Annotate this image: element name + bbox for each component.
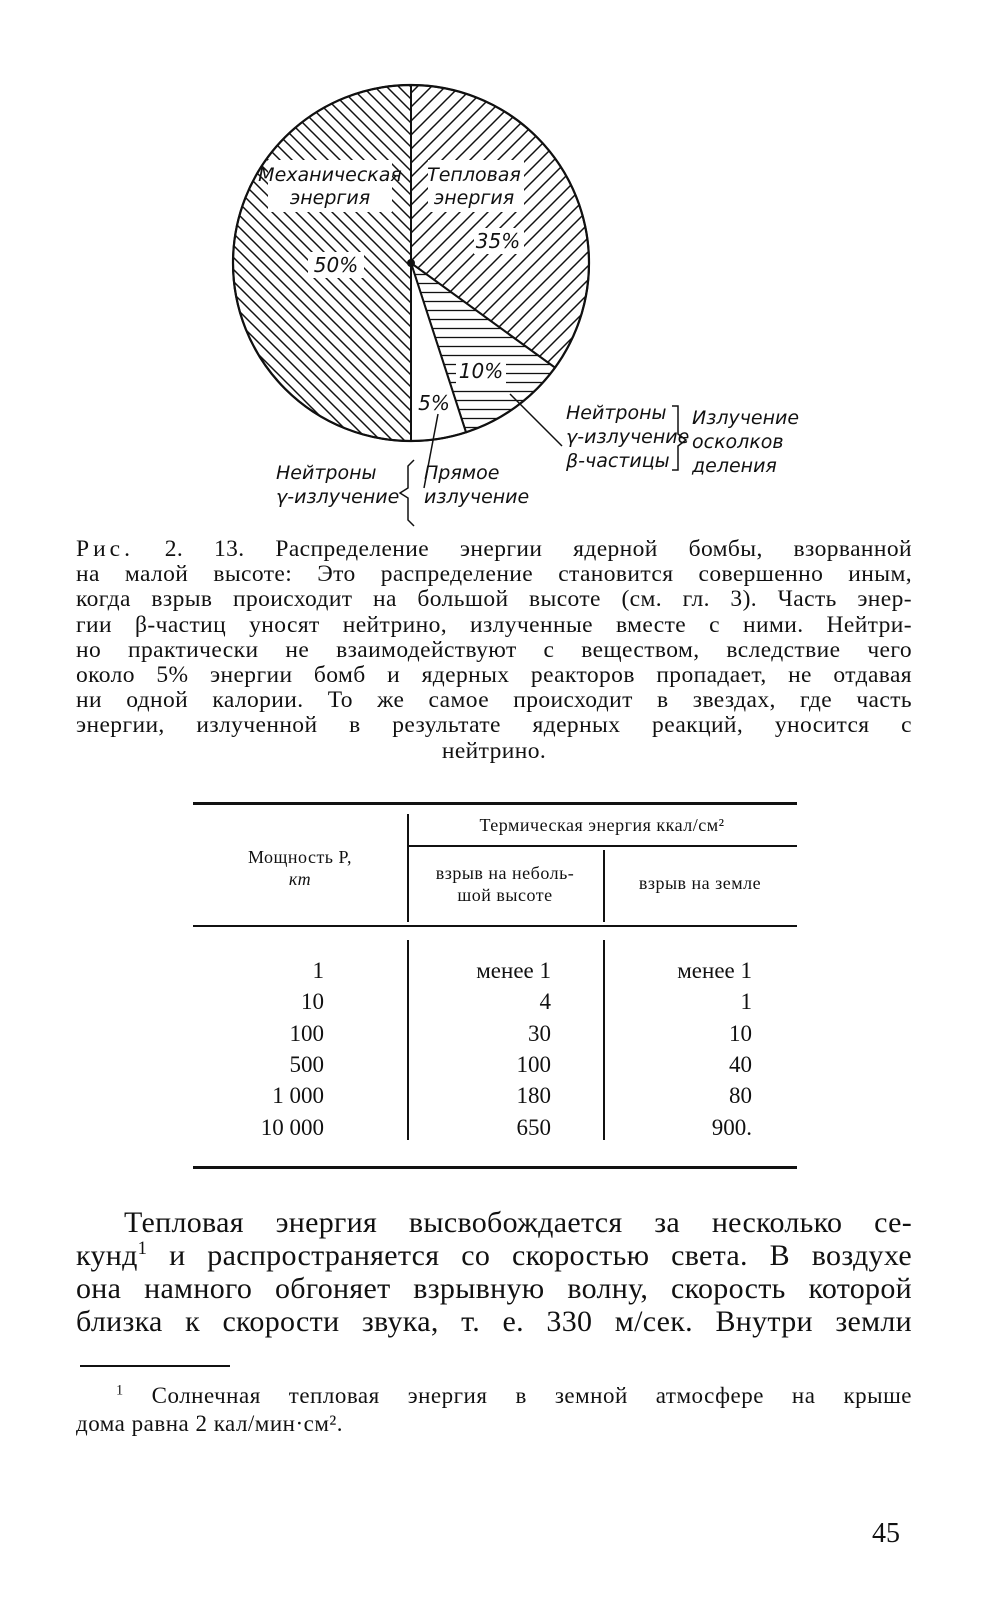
- table-cell-ground: 1: [740, 989, 752, 1015]
- caption-line: ни одной калории. То же самое происходит в звездах, где часть: [76, 687, 912, 714]
- body-line-text: и распространяется со скоростью света. В воздухе: [169, 1239, 912, 1272]
- caption-line: около 5% энергии бомб и ядерных реакторов пропадает, не отдавая: [76, 662, 912, 689]
- table-cell-power: 10: [301, 989, 324, 1015]
- table-cell-power: 1: [312, 958, 324, 983]
- body-line-text: кунд: [76, 1239, 138, 1272]
- table-divider: [407, 940, 409, 1140]
- table-cell-ground: 40: [729, 1051, 752, 1077]
- body-line: Тепловая энергия высвобождается за несколько се-: [124, 1206, 912, 1239]
- body-paragraph: [76, 1206, 912, 1338]
- table-cell-low-altitude: менее 1: [476, 958, 551, 983]
- caption-line: на малой высоте: Это распределение становится совершенно иным,: [76, 561, 912, 588]
- table-cell-low-altitude: 4: [539, 989, 551, 1015]
- table-cell-ground: менее 1: [677, 958, 752, 983]
- header-power-unit: кт: [288, 869, 312, 889]
- direct-group-label: Прямое: [424, 462, 500, 484]
- table-cell-ground: 10: [729, 1020, 752, 1046]
- table-group-rule: [407, 845, 797, 847]
- footnote-separator: [80, 1365, 230, 1367]
- footnote: [76, 1382, 912, 1438]
- header-power-label: Мощность P,: [247, 847, 353, 867]
- pie-center-dot: [407, 259, 415, 267]
- caption-line: но практически не взаимодействуют с веществом, вследствие чего: [76, 636, 912, 663]
- caption-line: когда взрыв происходит на большой высоте (см. гл. 3). Часть энер-: [76, 586, 912, 613]
- slice-label-mechanical: энергия: [289, 187, 371, 209]
- caption-line: гии β-частиц уносят нейтрино, излученные вместе с ними. Нейтри-: [76, 611, 912, 638]
- body-line: [76, 1239, 912, 1272]
- table-cell-low-altitude: 100: [516, 1051, 551, 1077]
- table-cell-low-altitude: 30: [528, 1020, 551, 1046]
- direct-group-label: излучение: [424, 486, 530, 508]
- fission-item: γ-излучение: [566, 426, 690, 448]
- slice-label-mechanical: Механическая: [258, 164, 402, 186]
- table-cell-low-altitude: 650: [516, 1114, 551, 1140]
- caption-fig-label: Рис.: [76, 536, 134, 562]
- caption-line-text: 2. 13. Распределение энергии ядерной бомбы, взорванной: [164, 536, 912, 562]
- caption-line: [76, 537, 912, 562]
- direct-item: γ-излучение: [276, 486, 400, 508]
- footnote-line: дома равна 2 кал/мин·см².: [76, 1411, 344, 1436]
- table-cell-power: 500: [289, 1051, 324, 1077]
- fission-item: β-частицы: [566, 450, 670, 472]
- body-line: она намного обгоняет взрывную волну, скорость которой: [76, 1272, 912, 1305]
- table-header-rule: [193, 925, 797, 927]
- page-number: 45: [872, 1518, 900, 1549]
- table-col-header-ground: взрыв на земле: [638, 873, 762, 893]
- footnote-text: Солнечная тепловая энергия в земной атмосфере на крыше: [151, 1383, 913, 1408]
- pie-slices: [233, 85, 589, 441]
- header-low-altitude-1: взрыв на неболь-: [435, 863, 575, 883]
- slice-percent-mechanical: 50%: [313, 253, 359, 277]
- footnote-ref: 1: [137, 1238, 148, 1259]
- slice-percent-fission: 10%: [458, 359, 504, 383]
- table-cell-ground: 80: [729, 1083, 752, 1109]
- table-divider: [603, 940, 605, 1140]
- leader-line-fission: [510, 394, 562, 446]
- header-low-altitude-2: шой высоте: [457, 885, 553, 905]
- slice-percent-direct: 5%: [418, 391, 450, 415]
- slice-label-thermal: энергия: [433, 187, 515, 209]
- table-group-header: Термическая энергия ккал/см²: [479, 815, 725, 835]
- table-cell-power: 10 000: [260, 1114, 324, 1140]
- table-cell-low-altitude: 180: [516, 1083, 551, 1109]
- footnote-marker: 1: [116, 1382, 124, 1399]
- caption-line: энергии, излученной в результате ядерных реакций, уносится с: [76, 712, 912, 739]
- slice-label-thermal: Тепловая: [427, 164, 521, 186]
- table-col-header-low-altitude: [407, 862, 603, 906]
- table-bottom-rule: [193, 1166, 797, 1169]
- energy-pie-chart: [0, 0, 1007, 540]
- footnote-line: [76, 1382, 912, 1410]
- slice-percent-thermal: 35%: [475, 229, 521, 253]
- fission-group-label: осколков: [692, 431, 784, 453]
- figure-caption: [76, 537, 912, 764]
- caption-line: нейтрино.: [441, 737, 547, 764]
- table-cell-power: 100: [289, 1020, 324, 1046]
- fission-group-label: Излучение: [692, 407, 800, 429]
- table-cell-ground: 900.: [711, 1114, 752, 1140]
- table-cell-power: 1 000: [272, 1083, 324, 1109]
- table-top-rule: [193, 802, 797, 805]
- thermal-energy-table: [193, 802, 797, 1172]
- table-col-header-power: [193, 846, 407, 890]
- direct-item: Нейтроны: [276, 462, 377, 484]
- brace-direct: [400, 460, 414, 526]
- body-line: близка к скорости звука, т. е. 330 м/сек. Внутри земли: [76, 1305, 912, 1338]
- fission-item: Нейтроны: [566, 402, 667, 424]
- fission-group-label: деления: [692, 455, 777, 477]
